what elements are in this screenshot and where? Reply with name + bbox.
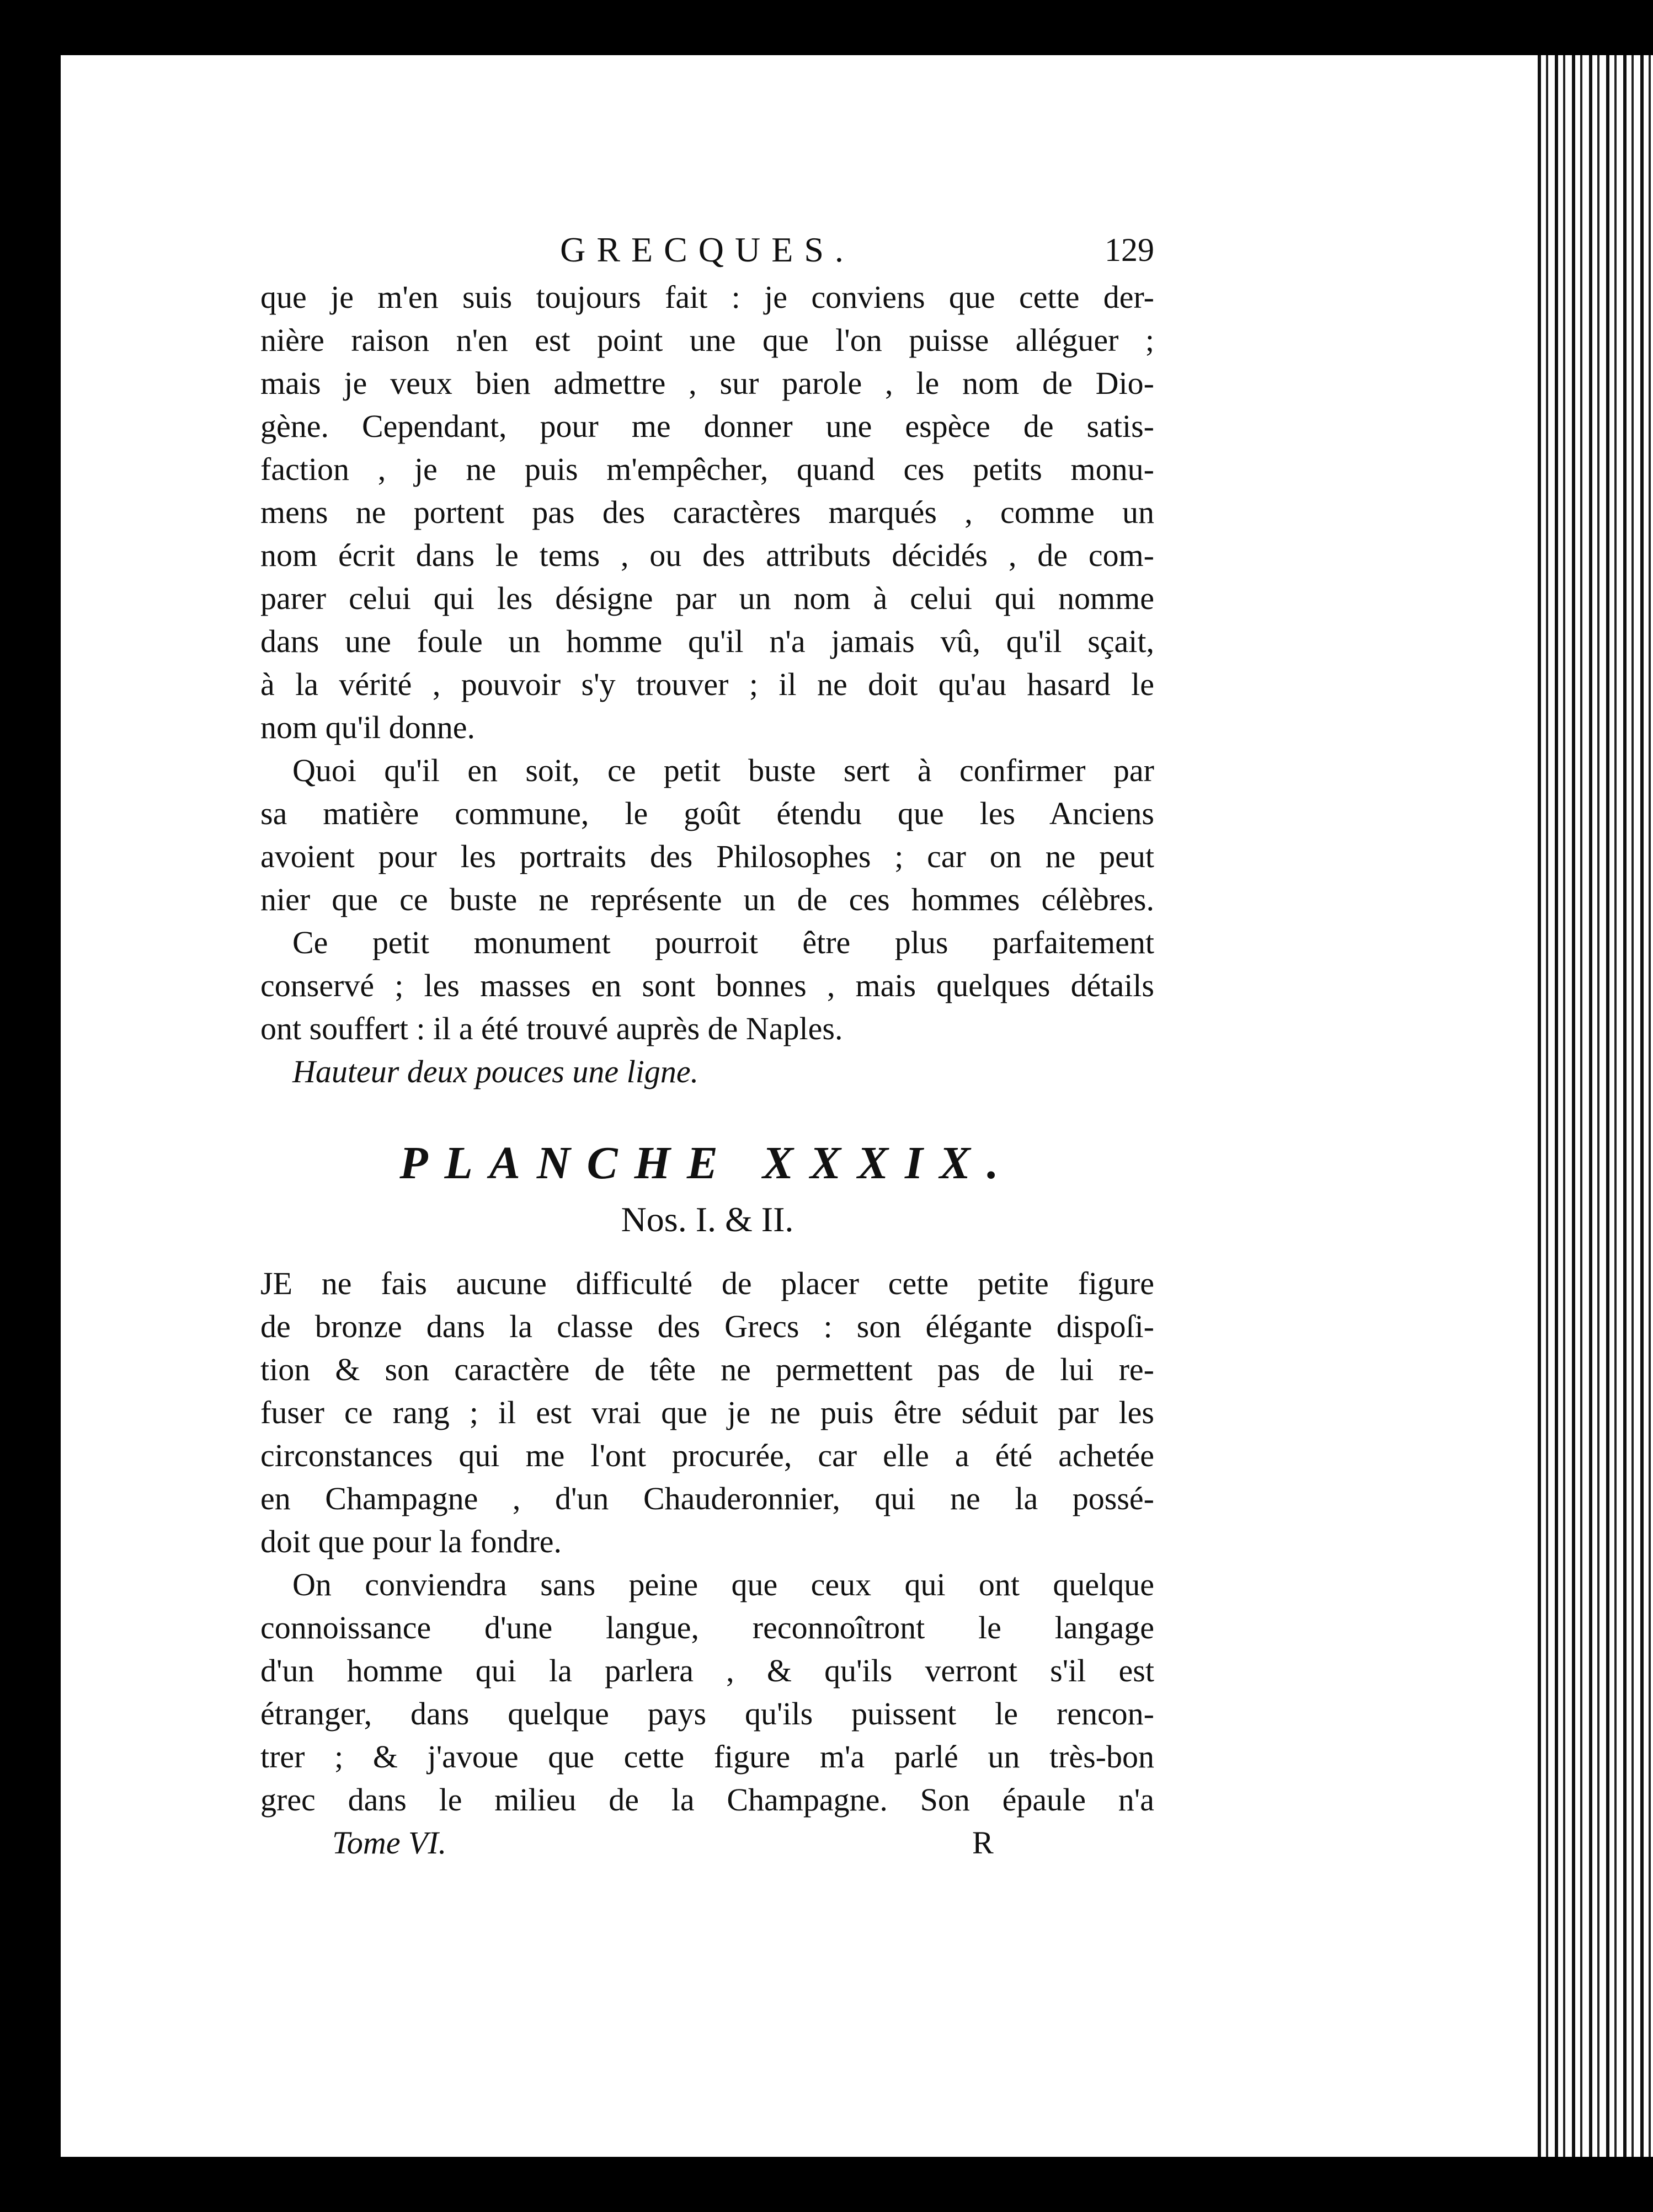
text-line: en Champagne , d'un Chauderonnier, qui ne la possé- [260,1481,1154,1516]
text-line: connoissance d'une langue, reconnoîtront le langage [260,1610,1154,1645]
plate-heading: PLANCHE XXXIX. [399,1137,1015,1189]
text-line: Ce petit monument pourroit être plus parfaitement [292,925,1154,960]
text-line: circonstances qui me l'ont procurée, car elle a été achetée [260,1438,1154,1473]
page-footer [260,1821,1154,1866]
text-line: fuser ce rang ; il est vrai que je ne puis être séduit par les [260,1394,1154,1430]
text-line: parer celui qui les désigne par un nom à celui qui nomme [260,580,1154,616]
text-line: étranger, dans quelque pays qu'ils puissent le rencon- [260,1696,1154,1732]
text-line: nom écrit dans le tems , ou des attributs décidés , de com- [260,537,1154,573]
running-header [260,228,1154,276]
text-line: nier que ce buste ne représente un de ces hommes célèbres. [260,881,1154,917]
text-line: à la vérité , pouvoir s'y trouver ; il ne doit qu'au hasard le [260,666,1154,702]
text-line: mens ne portent pas des caractères marqués , comme un [260,494,1154,530]
text-line: faction , je ne puis m'empêcher, quand ces petits monu- [260,451,1154,487]
paragraph-2 [260,749,1154,921]
page-edge [1531,55,1653,2157]
text-line: dans une foule un homme qu'il n'a jamais vû, qu'il sçait, [260,623,1154,659]
text-line: gène. Cependant, pour me donner une espèce de satis- [260,408,1154,444]
plate-numbers: Nos. I. & II. [621,1200,794,1239]
text-line: avoient pour les portraits des Philosophes ; car on ne peut [260,838,1154,874]
text-line: nière raison n'en est point une que l'on puisse alléguer ; [260,322,1154,358]
text-line: ont souffert : il a été trouvé auprès de Naples. [260,1011,843,1046]
text-line: sa matière commune, le goût étendu que les Anciens [260,795,1154,831]
text-line: JE ne fais aucune difficulté de placer cette petite figure [260,1265,1154,1301]
text-block [260,228,1154,1866]
text-line: nom qu'il donne. [260,709,476,745]
text-line: trer ; & j'avoue que cette figure m'a parlé un très-bon [260,1739,1154,1775]
running-title: GRECQUES. [560,230,855,269]
page-number: 129 [1105,232,1154,268]
text-line: de bronze dans la classe des Grecs : son élégante dispoſi- [260,1308,1154,1344]
paragraph-3 [260,921,1154,1050]
volume-label: Tome VI. [332,1825,447,1861]
text-line: que je m'en suis toujours fait : je conviens que cette der- [260,279,1154,315]
paragraph-5 [260,1563,1154,1821]
text-line: conservé ; les masses en sont bonnes , mais quelques détails [260,968,1154,1003]
text-line: Quoi qu'il en soit, ce petit buste sert à confirmer par [292,752,1154,788]
dimensions-note: Hauteur deux pouces une ligne. [292,1054,699,1089]
paragraph-4 [260,1262,1154,1563]
text-line: doit que pour la fondre. [260,1524,562,1559]
text-line: mais je veux bien admettre , sur parole , le nom de Dio- [260,365,1154,401]
text-line: grec dans le milieu de la Champagne. Son épaule n'a [260,1782,1154,1818]
text-line: d'un homme qui la parlera , & qu'ils verront s'il est [260,1653,1154,1689]
signature-mark: R [972,1825,994,1861]
text-line: On conviendra sans peine que ceux qui ont quelque [292,1567,1154,1602]
text-line: tion & son caractère de tête ne permettent pas de lui re- [260,1351,1154,1387]
paragraph-1 [260,276,1154,749]
